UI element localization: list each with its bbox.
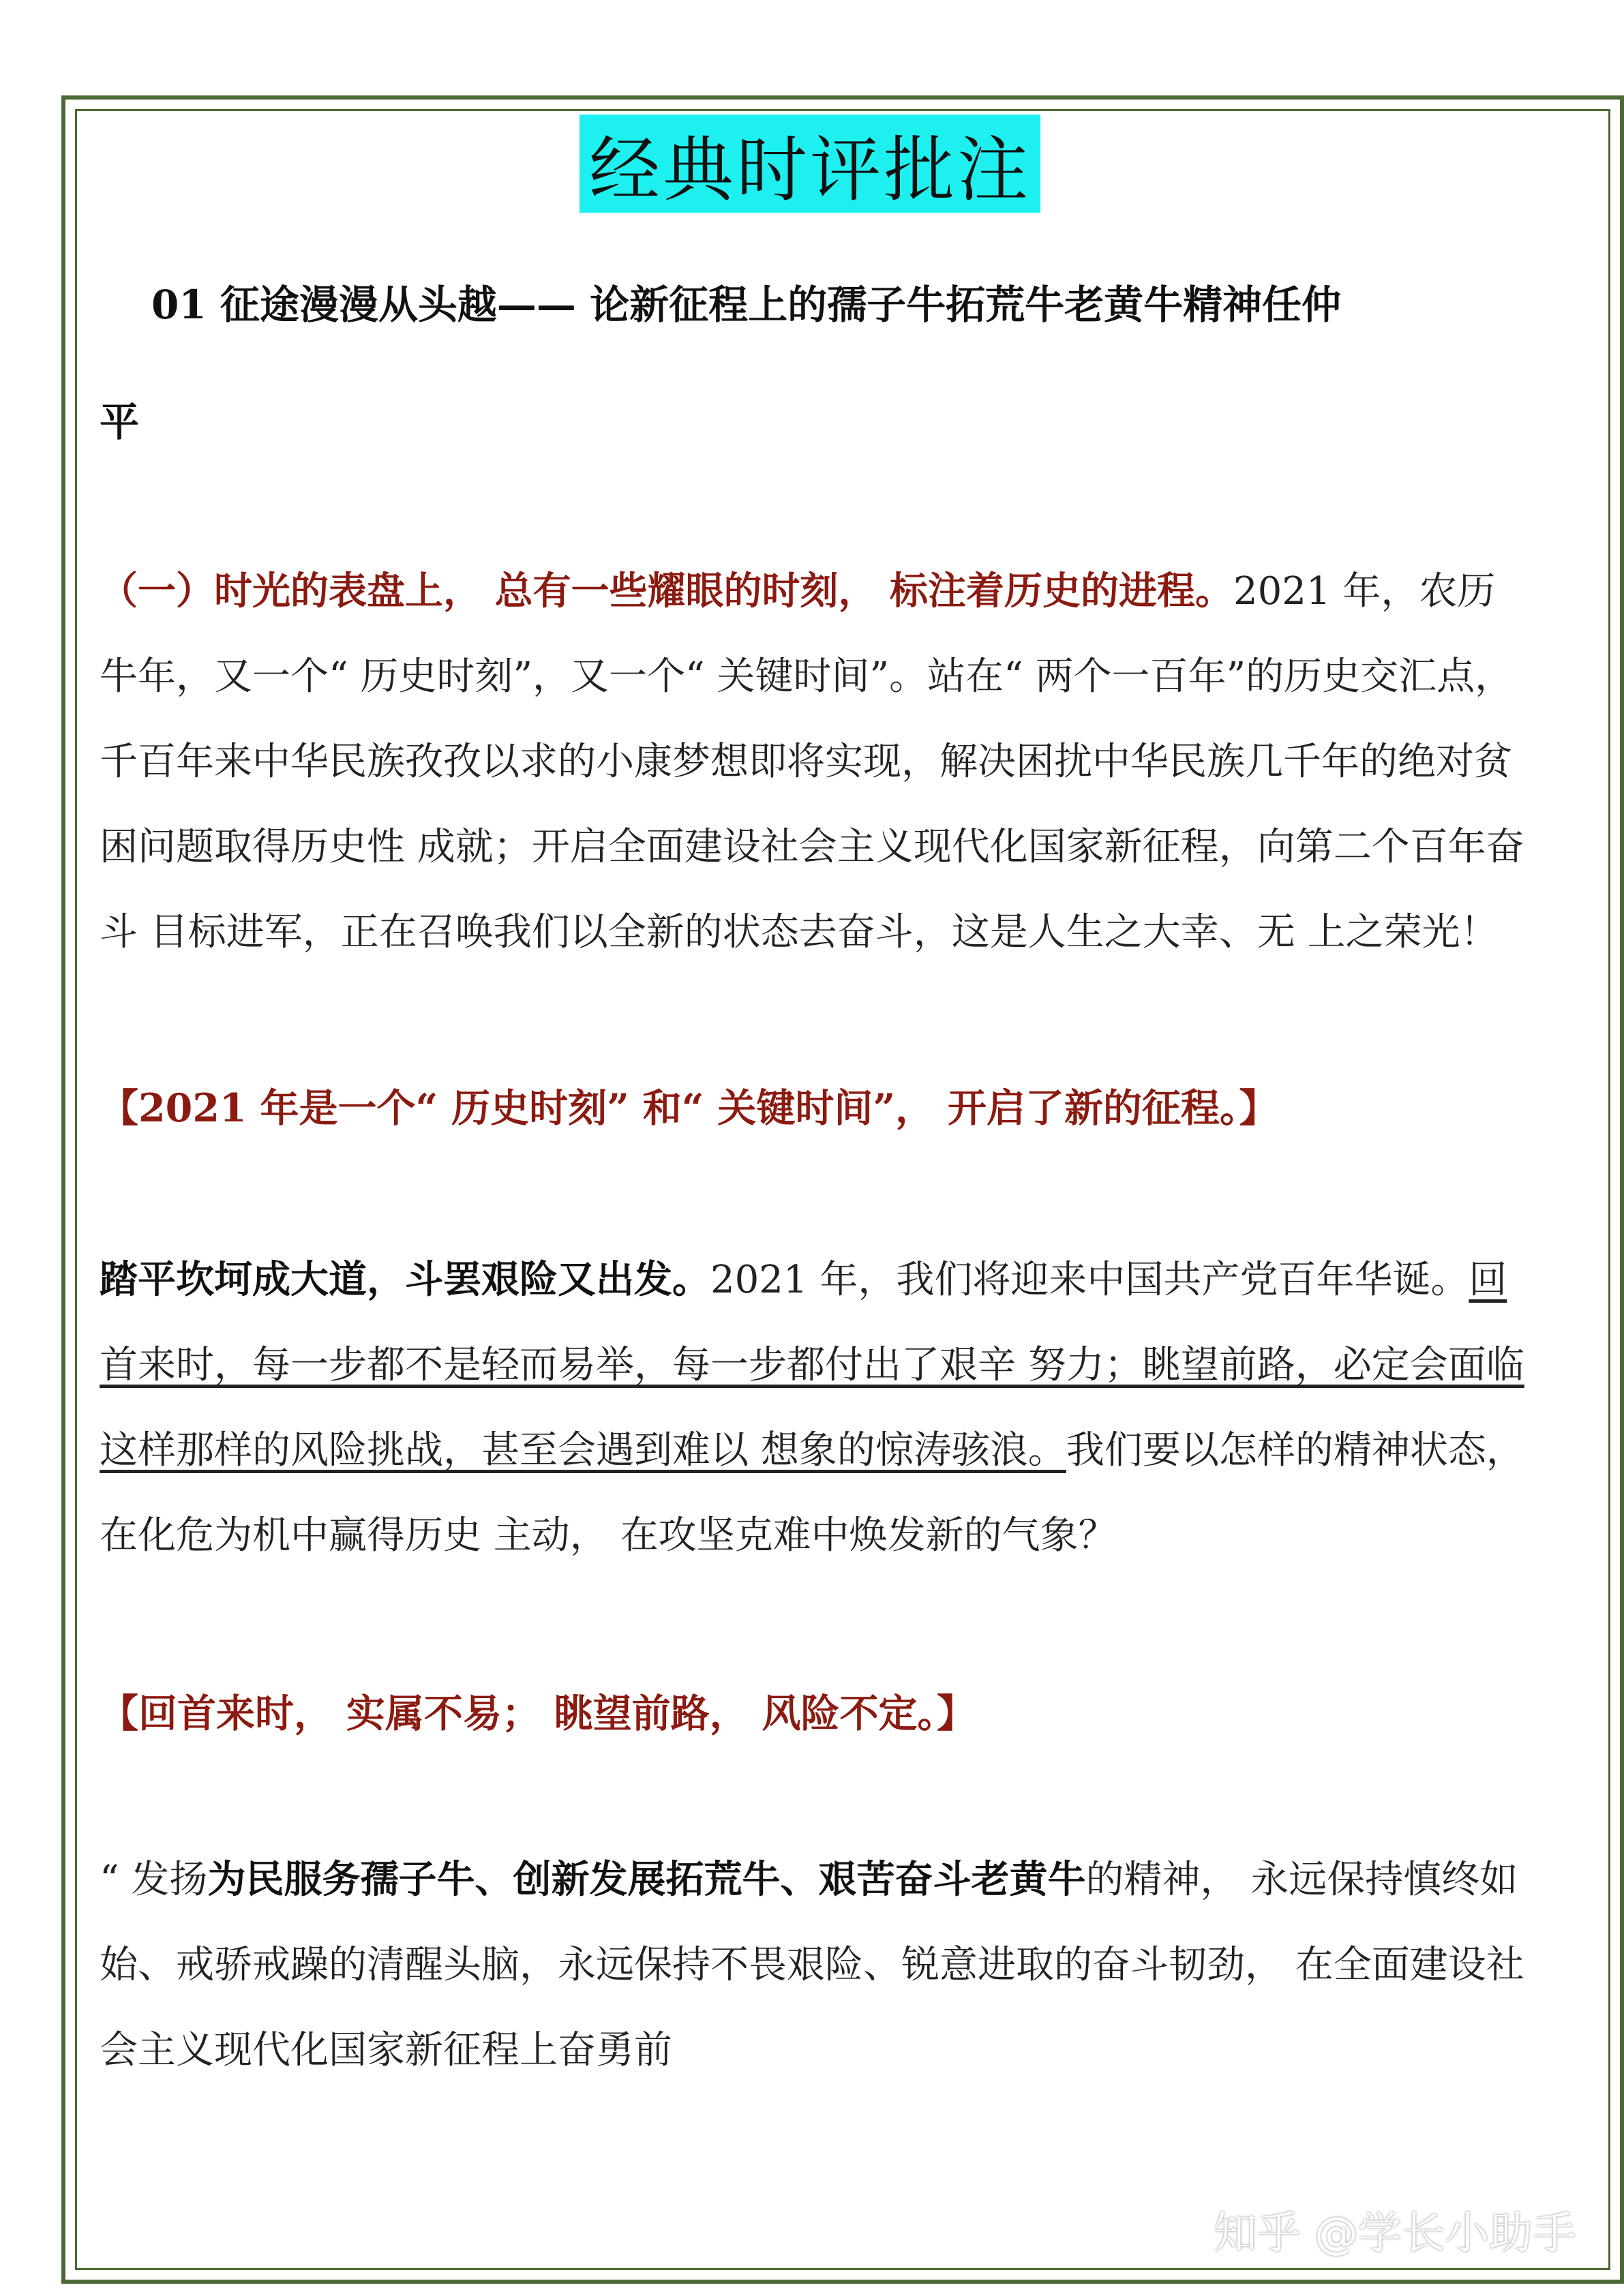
paragraph-2-body-1: 2021 年，我们将迎来中国共产党百年华诞。 [710, 1258, 1469, 1302]
paragraph-3-body: 的精神， 永远保持慎终如始、戒骄戒躁的清醒头脑，永远保持不畏艰险、锐意进取的奋斗韧劲， 在全面建设社会主义现代化国家新征程上奋勇前 [100, 1858, 1524, 2072]
title-banner [580, 115, 1040, 213]
paragraph-3 [100, 1837, 1529, 2093]
paragraph-3-lead: “ 发扬 [100, 1858, 208, 1902]
page-title: 经典时评批注 [588, 128, 1031, 211]
watermark: 知乎 @学长小助手 [1213, 2209, 1576, 2259]
article-heading-continued: 平 [100, 399, 140, 445]
paragraph-1-body: 2021 年，农历牛年，又一个“ 历史时刻”，又一个“ 关键时间”。站在“ 两个一百年”的历史交汇点，千百年来中华民族孜孜以求的小康梦想即将实现，解决困扰中华民族几千年的绝对贫困问题取得历史性 成就；开启全面建设社会主义现代化国家新征程，向第二个百年奋斗 目标进军，正在召唤我们以全新的状态去奋斗，这是人生之大幸、无 上之荣光！ [100, 569, 1524, 954]
paragraph-3-bold: 为民服务孺子牛、创新发展拓荒牛、艰苦奋斗老黄牛 [207, 1857, 1086, 1902]
paragraph-1-highlight: （一）时光的表盘上， 总有一些耀眼的时刻， 标注着历史的进程。 [100, 569, 1233, 614]
paragraph-2-body-2: 我们要以怎样的精神状态，在化危为机中赢得历史 主动， 在攻坚克难中焕发新的气象？ [100, 1428, 1524, 1558]
paragraph-2-bold: 踏平坎坷成大道，斗罢艰险又出发。 [100, 1257, 710, 1302]
annotation-2: 【回首来时， 实属不易； 眺望前路， 风险不定。】 [100, 1691, 976, 1736]
annotation-1: 【2021 年是一个“ 历史时刻” 和“ 关键时间”， 开启了新的征程。】 [100, 1085, 1278, 1131]
paragraph-1 [100, 549, 1529, 975]
paragraph-2-underlined: 回首来时，每一步都不是轻而易举，每一步都付出了艰辛 努力；眺望前路，必定会面临这样那样的风险挑战，甚至会遇到难以 想象的惊涛骇浪。 [100, 1258, 1524, 1472]
paragraph-2 [100, 1237, 1529, 1578]
article-heading: 01 征途漫漫从头越—— 论新征程上的孺子牛拓荒牛老黄牛精神任仲 [151, 282, 1342, 328]
